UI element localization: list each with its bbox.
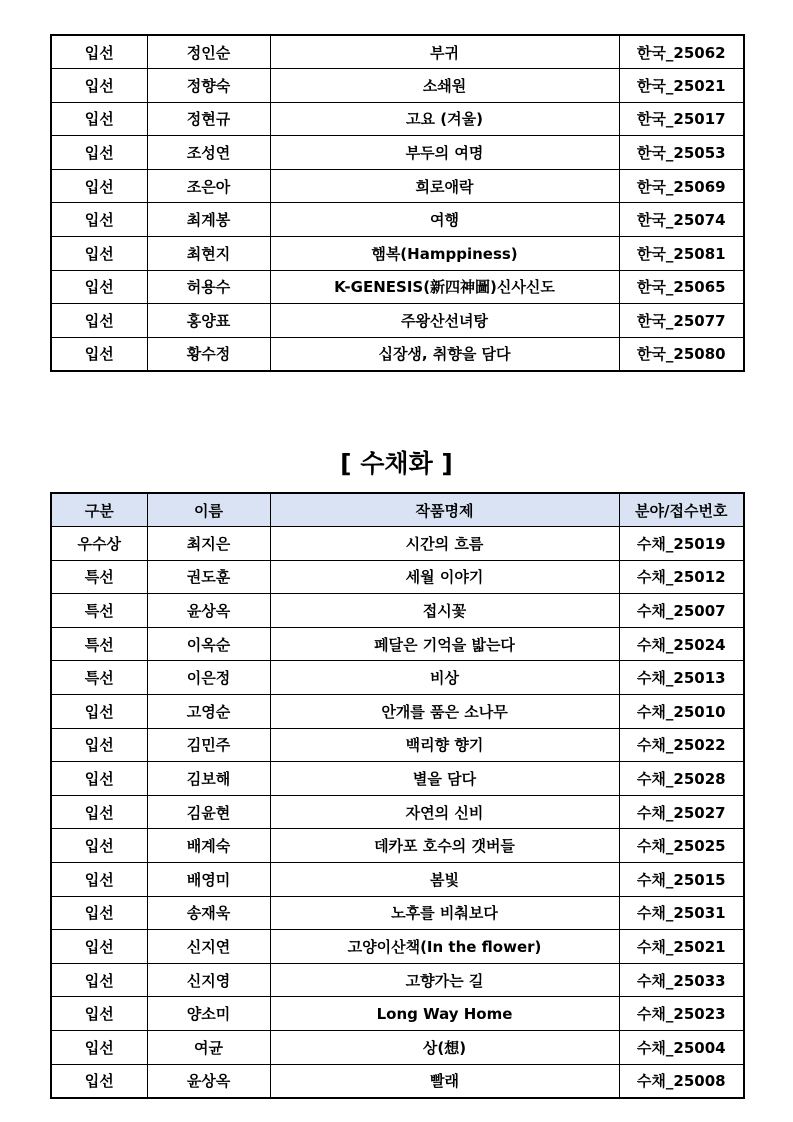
cell-title: 주왕산선녀탕 — [270, 304, 619, 338]
cell-name: 송재욱 — [147, 896, 270, 930]
table-row — [51, 1031, 744, 1065]
results-table-body — [51, 35, 744, 371]
table-row — [51, 270, 744, 304]
cell-title: 상(想) — [270, 1031, 619, 1065]
cell-name: 황수정 — [147, 337, 270, 371]
cell-name: 최지은 — [147, 527, 270, 561]
cell-code: 수채_25031 — [619, 896, 744, 930]
cell-name: 배계숙 — [147, 829, 270, 863]
cell-name: 조은아 — [147, 169, 270, 203]
table-row — [51, 930, 744, 964]
cell-category: 입선 — [51, 169, 147, 203]
cell-category: 입선 — [51, 762, 147, 796]
cell-category: 특선 — [51, 594, 147, 628]
table-row — [51, 795, 744, 829]
cell-name: 이옥순 — [147, 627, 270, 661]
results-table-body — [51, 527, 744, 1098]
table-header — [51, 493, 744, 527]
table-row — [51, 627, 744, 661]
cell-category: 입선 — [51, 69, 147, 103]
cell-code: 수채_25027 — [619, 795, 744, 829]
cell-name: 신지연 — [147, 930, 270, 964]
cell-code: 한국_25081 — [619, 237, 744, 271]
cell-name: 정현규 — [147, 102, 270, 136]
table-row — [51, 997, 744, 1031]
table-row — [51, 304, 744, 338]
cell-code: 한국_25069 — [619, 169, 744, 203]
table-row — [51, 203, 744, 237]
cell-code: 수채_25025 — [619, 829, 744, 863]
cell-name: 윤상옥 — [147, 594, 270, 628]
cell-category: 입선 — [51, 963, 147, 997]
cell-name: 홍양표 — [147, 304, 270, 338]
cell-name: 정향숙 — [147, 69, 270, 103]
cell-category: 특선 — [51, 661, 147, 695]
cell-name: 최현지 — [147, 237, 270, 271]
table-row — [51, 829, 744, 863]
section-title-watercolor: [ 수채화 ] — [340, 449, 453, 478]
watercolor-results-table — [50, 492, 745, 1099]
cell-code: 수채_25008 — [619, 1064, 744, 1098]
cell-name: 여균 — [147, 1031, 270, 1065]
cell-category: 입선 — [51, 304, 147, 338]
cell-category: 입선 — [51, 237, 147, 271]
cell-code: 한국_25077 — [619, 304, 744, 338]
cell-category: 특선 — [51, 560, 147, 594]
cell-category: 입선 — [51, 896, 147, 930]
cell-title: 안개를 품은 소나무 — [270, 695, 619, 729]
cell-category: 입선 — [51, 102, 147, 136]
cell-title: 햄복(Hamppiness) — [270, 237, 619, 271]
table-row — [51, 728, 744, 762]
cell-title: 봄빛 — [270, 863, 619, 897]
cell-category: 입선 — [51, 930, 147, 964]
cell-title: 별을 담다 — [270, 762, 619, 796]
cell-name: 허용수 — [147, 270, 270, 304]
cell-title: 여행 — [270, 203, 619, 237]
table-row — [51, 237, 744, 271]
table-row — [51, 661, 744, 695]
cell-name: 이은정 — [147, 661, 270, 695]
cell-code: 수채_25007 — [619, 594, 744, 628]
cell-category: 입선 — [51, 795, 147, 829]
cell-name: 양소미 — [147, 997, 270, 1031]
table-row — [51, 136, 744, 170]
cell-title: 세월 이야기 — [270, 560, 619, 594]
cell-code: 한국_25021 — [619, 69, 744, 103]
header-category: 구분 — [51, 493, 147, 527]
cell-code: 수채_25004 — [619, 1031, 744, 1065]
cell-title: 노후를 비춰보다 — [270, 896, 619, 930]
table-row — [51, 69, 744, 103]
cell-code: 한국_25074 — [619, 203, 744, 237]
cell-category: 우수상 — [51, 527, 147, 561]
cell-name: 정인순 — [147, 35, 270, 69]
cell-code: 수채_25019 — [619, 527, 744, 561]
cell-title: 백리향 향기 — [270, 728, 619, 762]
cell-code: 한국_25062 — [619, 35, 744, 69]
table-row — [51, 695, 744, 729]
cell-category: 특선 — [51, 627, 147, 661]
header-row — [51, 493, 744, 527]
cell-title: 빨래 — [270, 1064, 619, 1098]
cell-category: 입선 — [51, 829, 147, 863]
cell-code: 수채_25010 — [619, 695, 744, 729]
cell-code: 수채_25028 — [619, 762, 744, 796]
table-row — [51, 762, 744, 796]
cell-title: 비상 — [270, 661, 619, 695]
cell-title: 데카포 호수의 갯버들 — [270, 829, 619, 863]
cell-name: 조성연 — [147, 136, 270, 170]
cell-name: 권도훈 — [147, 560, 270, 594]
cell-name: 김윤현 — [147, 795, 270, 829]
cell-name: 배영미 — [147, 863, 270, 897]
cell-category: 입선 — [51, 337, 147, 371]
table-row — [51, 896, 744, 930]
header-code: 분야/접수번호 — [619, 493, 744, 527]
cell-code: 한국_25017 — [619, 102, 744, 136]
cell-category: 입선 — [51, 728, 147, 762]
cell-code: 수채_25013 — [619, 661, 744, 695]
cell-title: 시간의 흐름 — [270, 527, 619, 561]
cell-title: 고양이산책(In the flower) — [270, 930, 619, 964]
table-row — [51, 337, 744, 371]
cell-title: 접시꽃 — [270, 594, 619, 628]
cell-category: 입선 — [51, 695, 147, 729]
cell-title: 고요 (겨울) — [270, 102, 619, 136]
cell-category: 입선 — [51, 203, 147, 237]
cell-title: 페달은 기억을 밟는다 — [270, 627, 619, 661]
cell-title: 부두의 여명 — [270, 136, 619, 170]
cell-title: 부귀 — [270, 35, 619, 69]
cell-category: 입선 — [51, 1031, 147, 1065]
header-title: 작품명제 — [270, 493, 619, 527]
cell-category: 입선 — [51, 270, 147, 304]
cell-code: 수채_25023 — [619, 997, 744, 1031]
cell-title: 소쇄원 — [270, 69, 619, 103]
cell-category: 입선 — [51, 997, 147, 1031]
cell-name: 고영순 — [147, 695, 270, 729]
cell-name: 최계봉 — [147, 203, 270, 237]
cell-code: 수채_25022 — [619, 728, 744, 762]
cell-code: 수채_25015 — [619, 863, 744, 897]
cell-code: 한국_25065 — [619, 270, 744, 304]
cell-title: Long Way Home — [270, 997, 619, 1031]
cell-code: 수채_25033 — [619, 963, 744, 997]
cell-code: 수채_25012 — [619, 560, 744, 594]
cell-title: 고향가는 길 — [270, 963, 619, 997]
cell-code: 수채_25024 — [619, 627, 744, 661]
table-row — [51, 102, 744, 136]
cell-name: 신지영 — [147, 963, 270, 997]
cell-category: 입선 — [51, 35, 147, 69]
korean-painting-results-table — [50, 34, 745, 372]
table-row — [51, 35, 744, 69]
cell-title: 희로애락 — [270, 169, 619, 203]
table-row — [51, 169, 744, 203]
table-row — [51, 560, 744, 594]
cell-code: 한국_25053 — [619, 136, 744, 170]
cell-category: 입선 — [51, 863, 147, 897]
table-row — [51, 594, 744, 628]
cell-title: K-GENESIS(新四神圖)신사신도 — [270, 270, 619, 304]
cell-category: 입선 — [51, 136, 147, 170]
cell-code: 수채_25021 — [619, 930, 744, 964]
table-row — [51, 863, 744, 897]
cell-category: 입선 — [51, 1064, 147, 1098]
cell-title: 십장생, 취향을 담다 — [270, 337, 619, 371]
cell-name: 김민주 — [147, 728, 270, 762]
table-row — [51, 963, 744, 997]
cell-name: 윤상옥 — [147, 1064, 270, 1098]
cell-name: 김보해 — [147, 762, 270, 796]
table-row — [51, 1064, 744, 1098]
cell-code: 한국_25080 — [619, 337, 744, 371]
cell-title: 자연의 신비 — [270, 795, 619, 829]
header-name: 이름 — [147, 493, 270, 527]
table-row — [51, 527, 744, 561]
